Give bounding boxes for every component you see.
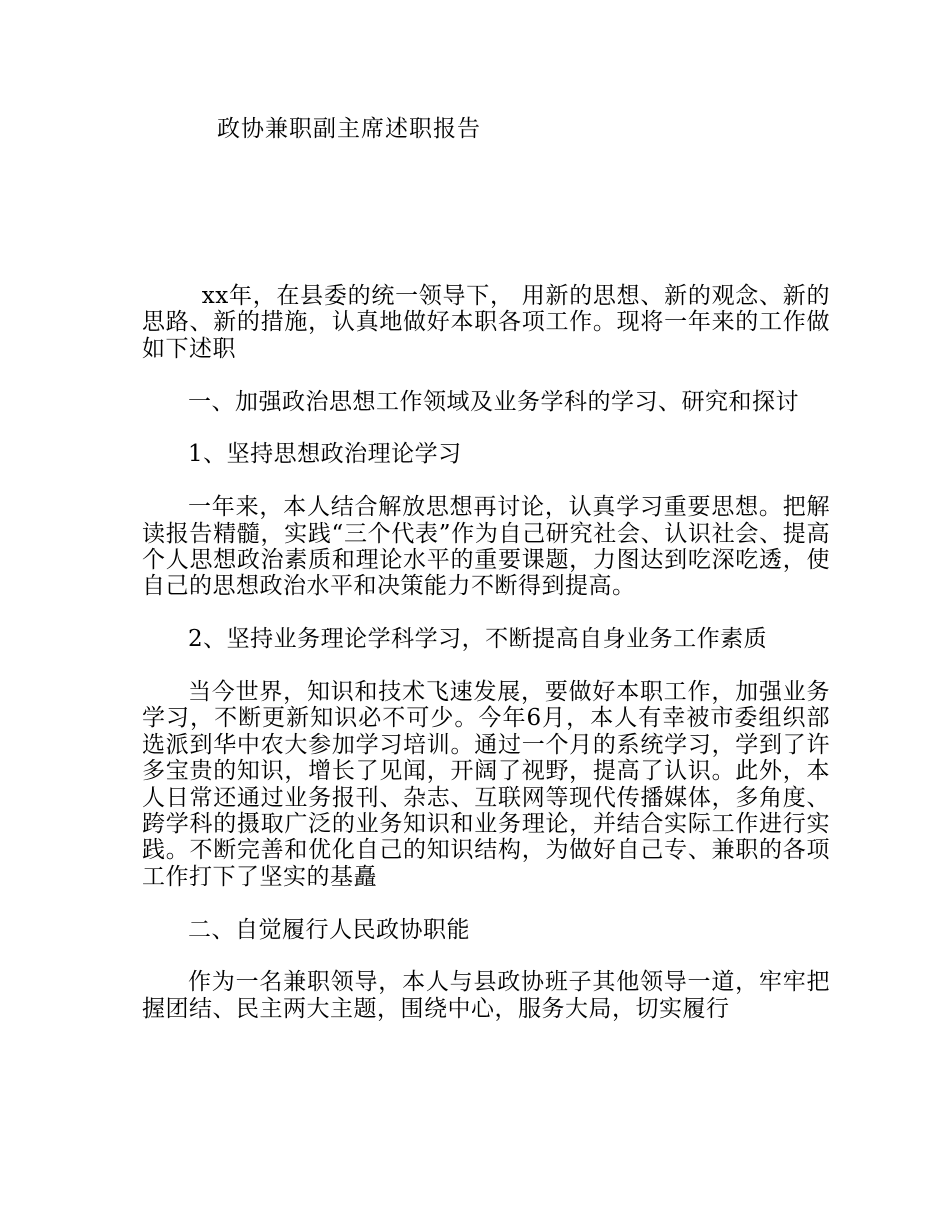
body-paragraph: 当今世界，知识和技术飞速发展，要做好本职工作，加强业务学习，不断更新知识必不可少。今年6月，本人有幸被市委组织部选派到华中农大参加学习培训。通过一个月的系统学习，学到了许多宝贵的知识，增长了见闻，开阔了视野，提高了认识。此外，本人日常还通过业务报刊、杂志、互联网等现代传播媒体，多角度、跨学科的摄取广泛的业务知识和业务理论，并结合实际工作进行实践。不断完善和优化自己的知识结构，为做好自己专、兼职的各项工作打下了坚实的基矗: [142, 679, 830, 890]
section-heading-1: 一、加强政治思想工作领域及业务学科的学习、研究和探讨: [188, 388, 799, 415]
subsection-heading-1: 1、坚持思想政治理论学习: [188, 441, 462, 468]
body-paragraph: 作为一名兼职领导，本人与县政协班子其他领导一道，牢牢把握团结、民主两大主题，围绕中心，服务大局，切实履行: [142, 969, 830, 1022]
intro-paragraph: xx年，在县委的统一领导下， 用新的思想、新的观念、新的思路、新的措施，认真地做好本职各项工作。现将一年来的工作做如下述职: [142, 283, 830, 362]
subsection-heading-2: 2、坚持业务理论学科学习，不断提高自身业务工作素质: [188, 626, 768, 653]
body-paragraph: 一年来，本人结合解放思想再讨论，认真学习重要思想。把解读报告精髓，实践“三个代表”作为自己研究社会、认识社会、提高个人思想政治素质和理论水平的重要课题，力图达到吃深吃透，使自己的思想政治水平和决策能力不断得到提高。: [142, 494, 830, 600]
document-title: 政协兼职副主席述职报告: [217, 116, 481, 142]
section-heading-2: 二、自觉履行人民政协职能: [188, 916, 470, 943]
document-body: [142, 283, 830, 1049]
